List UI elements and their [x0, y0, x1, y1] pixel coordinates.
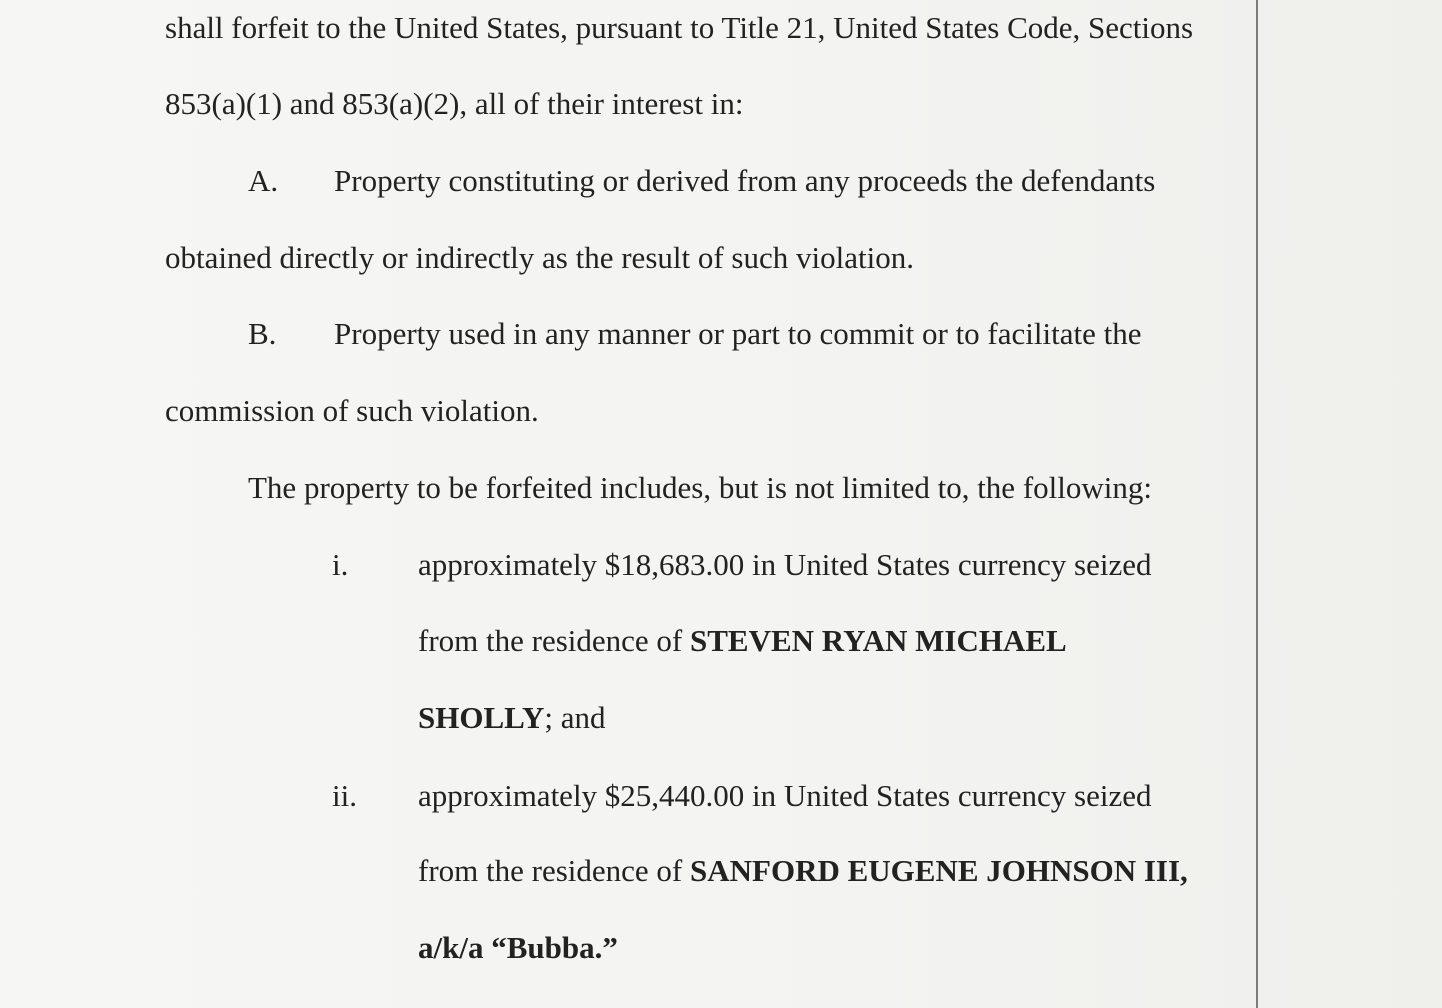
- item-ii-alias: a/k/a “Bubba.”: [418, 930, 618, 965]
- item-ii-line-2-prefix: from the residence of: [418, 853, 690, 888]
- item-i-line-1: approximately $18,683.00 in United States currency seized: [418, 547, 1152, 582]
- item-b-text: Property used in any manner or part to commit or to facilitate the: [334, 316, 1142, 351]
- item-i-label: i.: [332, 547, 349, 582]
- item-i-line-3: [418, 700, 606, 736]
- paragraph-line-1: shall forfeit to the United States, pursuant to Title 21, United States Code, Sections: [165, 10, 1194, 45]
- item-a-continuation: obtained directly or indirectly as the result of such violation.: [165, 240, 914, 275]
- item-ii-name: SANFORD EUGENE JOHNSON III,: [690, 853, 1188, 888]
- item-i-name-part-2: SHOLLY: [418, 700, 545, 735]
- paragraph-line-2: 853(a)(1) and 853(a)(2), all of their interest in:: [165, 86, 744, 121]
- item-a-text: Property constituting or derived from any proceeds the defendants: [334, 163, 1156, 198]
- item-i-line-3-suffix: ; and: [544, 700, 606, 735]
- property-intro: The property to be forfeited includes, but is not limited to, the following:: [248, 470, 1152, 505]
- item-ii-line-1: approximately $25,440.00 in United States currency seized: [418, 778, 1152, 813]
- margin-line: [1256, 0, 1258, 1008]
- item-b-label: B.: [248, 316, 277, 351]
- item-ii-line-3: [418, 930, 618, 966]
- item-ii-label: ii.: [332, 778, 357, 813]
- item-a-label: A.: [248, 163, 279, 198]
- item-ii-line-2: [418, 853, 1188, 889]
- item-i-name-part-1: STEVEN RYAN MICHAEL: [690, 623, 1067, 658]
- item-b-continuation: commission of such violation.: [165, 393, 539, 428]
- item-i-line-2-prefix: from the residence of: [418, 623, 690, 658]
- item-i-line-2: [418, 623, 1067, 659]
